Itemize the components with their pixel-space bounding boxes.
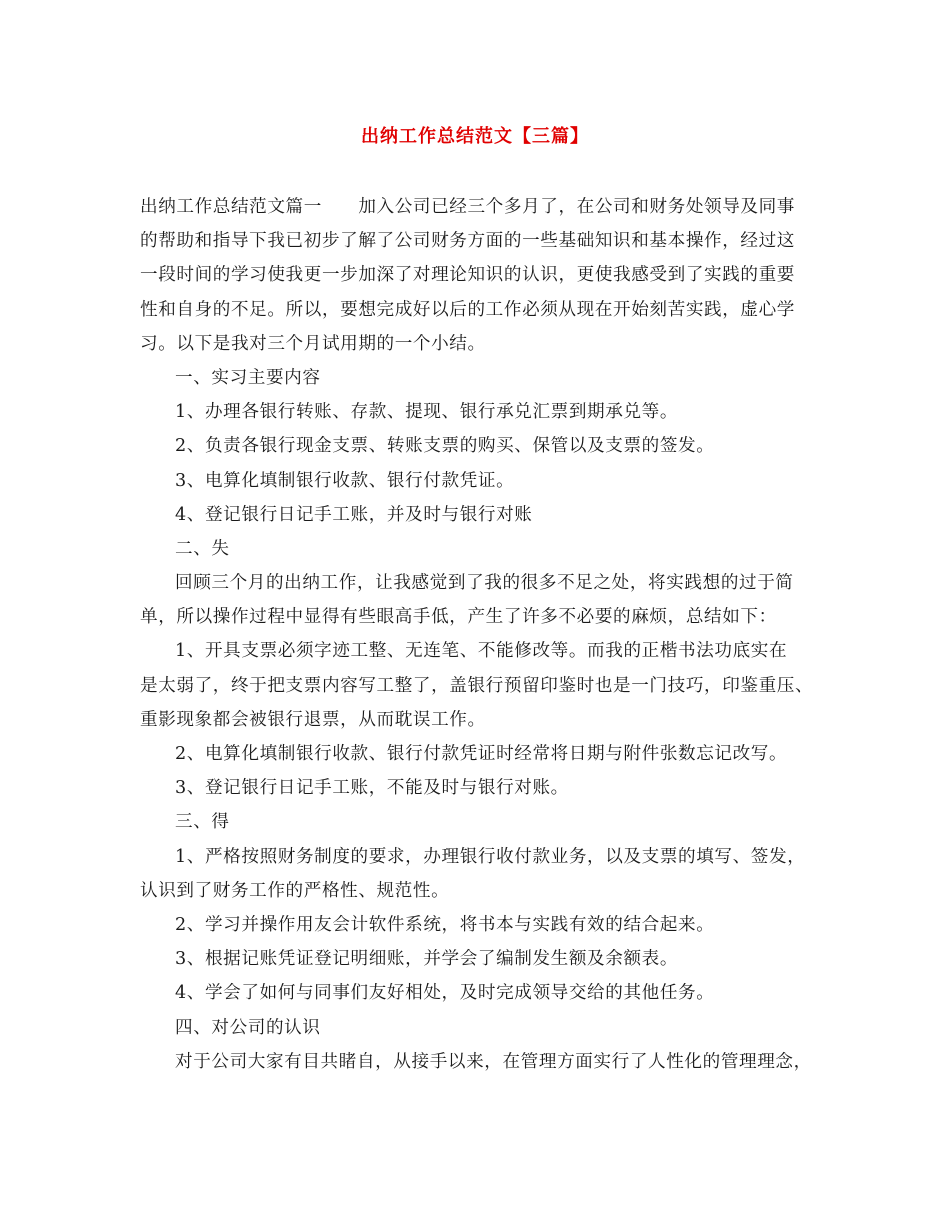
- list-item: 1、办理各银行转账、存款、提现、银行承兑汇票到期承兑等。: [175, 402, 679, 423]
- list-item: 2、电算化填制银行收款、银行付款凭证时经常将日期与附件张数忘记改写。: [175, 744, 788, 764]
- list-item: 4、登记银行日记手工账，并及时与银行对账: [175, 504, 533, 525]
- document-title: 出纳工作总结范文【三篇】: [361, 126, 589, 147]
- list-item: 1、开具支票必须字迹工整、无连笔、不能修改等。而我的正楷书法功底实在: [175, 641, 788, 662]
- list-item: 3、电算化填制银行收款、银行付款凭证。: [175, 470, 515, 491]
- document-body: [140, 190, 812, 1079]
- list-item: 1、严格按照财务制度的要求，办理银行收付款业务，以及支票的填写、签发，: [175, 846, 806, 867]
- section-heading: 三、得: [175, 812, 230, 833]
- paragraph-line: 的帮助和指导下我已初步了解了公司财务方面的一些基础知识和基本操作，经过这: [140, 231, 795, 252]
- section-heading: 一、实习主要内容: [175, 367, 321, 388]
- section-heading: 二、失: [175, 538, 230, 559]
- section-heading: 四、对公司的认识: [175, 1017, 321, 1038]
- paragraph-line: 单，所以操作过程中显得有些眼高手低，产生了许多不必要的麻烦，总结如下：: [140, 607, 777, 628]
- paragraph-line: 出纳工作总结范文篇一 加入公司已经三个多月了，在公司和财务处领导及同事: [140, 197, 795, 217]
- paragraph-line: 对于公司大家有目共睹自，从接手以来，在管理方面实行了人性化的管理理念，: [175, 1051, 812, 1072]
- paragraph-line: 习。以下是我对三个月试用期的一个小结。: [140, 333, 486, 354]
- paragraph-line: 回顾三个月的出纳工作，让我感觉到了我的很多不足之处，将实践想的过于简: [175, 573, 794, 594]
- paragraph-line: 重影现象都会被银行退票，从而耽误工作。: [140, 709, 486, 730]
- list-item: 3、根据记账凭证登记明细账，并学会了编制发生额及余额表。: [175, 949, 679, 970]
- list-item: 2、学习并操作用友会计软件系统，将书本与实践有效的结合起来。: [175, 914, 715, 935]
- list-item: 4、学会了如何与同事们友好相处，及时完成领导交给的其他任务。: [175, 983, 715, 1004]
- list-item: 2、负责各银行现金支票、转账支票的购买、保管以及支票的签发。: [175, 436, 715, 457]
- paragraph-line: 是太弱了，终于把支票内容写工整了，盖银行预留印鉴时也是一门技巧，印鉴重压、: [140, 675, 814, 696]
- paragraph-line: 性和自身的不足。所以，要想完成好以后的工作必须从现在开始刻苦实践，虚心学: [140, 299, 795, 320]
- paragraph-line: 认识到了财务工作的严格性、规范性。: [140, 880, 450, 901]
- paragraph-line: 一段时间的学习使我更一步加深了对理论知识的认识，更使我感受到了实践的重要: [140, 265, 795, 286]
- list-item: 3、登记银行日记手工账，不能及时与银行对账。: [175, 778, 569, 799]
